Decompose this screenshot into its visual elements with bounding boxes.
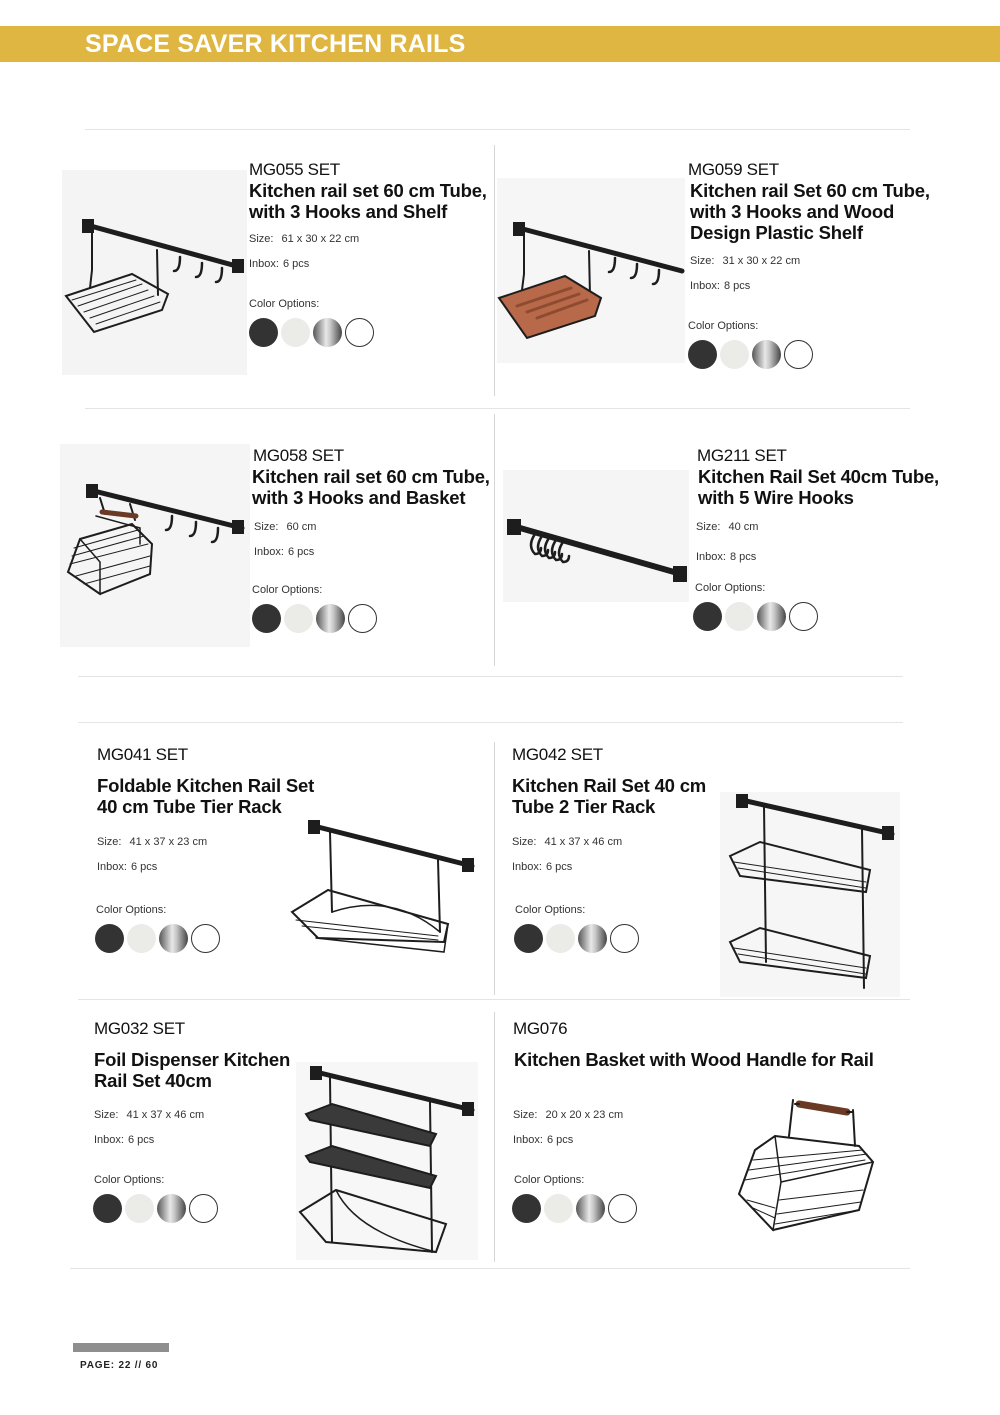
product-size: [690, 254, 948, 268]
size-label: Size:: [94, 1109, 119, 1121]
column-divider: [494, 145, 495, 396]
product-image-foil-dispenser-rack: [296, 1062, 478, 1260]
product-image-rail-with-wood-shelf: [497, 178, 685, 363]
color-options-label: Color Options:: [515, 904, 586, 916]
color-swatches: [249, 318, 494, 347]
swatch-black[interactable]: [93, 1194, 122, 1223]
product-code: MG055 SET: [249, 160, 340, 179]
size-label: Size:: [254, 521, 279, 533]
swatch-black[interactable]: [252, 604, 281, 633]
swatch-outline[interactable]: [608, 1194, 637, 1223]
inbox-value: 6 pcs: [545, 861, 573, 873]
product-name: Kitchen Rail Set 40 cm Tube 2 Tier Rack: [512, 775, 707, 817]
swatch-black[interactable]: [688, 340, 717, 369]
product-name: Kitchen Basket with Wood Handle for Rail: [514, 1049, 874, 1070]
inbox-value: 6 pcs: [287, 546, 315, 558]
divider: [78, 999, 910, 1000]
swatch-white[interactable]: [281, 318, 310, 347]
product-size: [512, 835, 732, 849]
product-image-rail-tier-rack: [288, 812, 476, 982]
footer-bar: [73, 1343, 169, 1352]
inbox-label: Inbox:: [254, 546, 284, 558]
product-size: [696, 520, 955, 534]
color-options-label: Color Options:: [688, 320, 759, 332]
size-value: 41 x 37 x 46 cm: [126, 1109, 205, 1121]
product-code: MG211 SET: [697, 446, 787, 465]
color-options-label: Color Options:: [249, 298, 320, 310]
swatch-white[interactable]: [284, 604, 313, 633]
swatch-black[interactable]: [514, 924, 543, 953]
product-name: Kitchen rail set 60 cm Tube, with 3 Hooks and Basket: [252, 466, 490, 508]
divider: [85, 408, 910, 409]
swatch-outline[interactable]: [191, 924, 220, 953]
inbox-label: Inbox:: [97, 861, 127, 873]
swatch-metallic[interactable]: [576, 1194, 605, 1223]
page-title: SPACE SAVER KITCHEN RAILS: [85, 30, 466, 58]
product-inbox: [512, 860, 732, 874]
swatch-white[interactable]: [544, 1194, 573, 1223]
product-code: MG076: [513, 1019, 568, 1038]
swatch-metallic[interactable]: [578, 924, 607, 953]
product-code: MG041 SET: [97, 745, 188, 764]
inbox-value: 8 pcs: [729, 551, 757, 563]
column-divider: [494, 1012, 495, 1262]
column-divider: [494, 742, 495, 995]
swatch-metallic[interactable]: [757, 602, 786, 631]
size-label: Size:: [513, 1109, 538, 1121]
size-label: Size:: [97, 836, 122, 848]
inbox-label: Inbox:: [94, 1134, 124, 1146]
swatch-white[interactable]: [127, 924, 156, 953]
product-name: Foldable Kitchen Rail Set 40 cm Tube Tier Rack: [97, 775, 315, 817]
product-inbox: [254, 545, 497, 559]
color-swatches: [514, 924, 732, 953]
swatch-white[interactable]: [720, 340, 749, 369]
product-inbox: [696, 550, 955, 564]
inbox-label: Inbox:: [690, 280, 720, 292]
product-image-wire-basket-wood-handle: [735, 1090, 877, 1240]
size-value: 41 x 37 x 23 cm: [129, 836, 208, 848]
product-size: [254, 520, 497, 534]
swatch-outline[interactable]: [189, 1194, 218, 1223]
swatch-outline[interactable]: [345, 318, 374, 347]
product-card-mg058: [252, 446, 497, 633]
swatch-metallic[interactable]: [316, 604, 345, 633]
product-card-mg042: [512, 745, 732, 953]
swatch-white[interactable]: [546, 924, 575, 953]
swatch-black[interactable]: [512, 1194, 541, 1223]
color-swatches: [688, 340, 948, 369]
swatch-black[interactable]: [249, 318, 278, 347]
swatch-black[interactable]: [95, 924, 124, 953]
product-card-mg055: [249, 160, 494, 347]
size-value: 61 x 30 x 22 cm: [281, 233, 360, 245]
product-code: MG042 SET: [512, 745, 603, 764]
product-inbox: [690, 279, 948, 293]
inbox-value: 6 pcs: [127, 1134, 155, 1146]
inbox-value: 6 pcs: [130, 861, 158, 873]
color-swatches: [252, 604, 497, 633]
color-swatches: [93, 1194, 309, 1223]
divider: [78, 722, 903, 723]
product-image-rail-with-wire-hooks: [503, 470, 689, 602]
product-inbox: [94, 1133, 309, 1147]
inbox-value: 6 pcs: [546, 1134, 574, 1146]
size-value: 41 x 37 x 46 cm: [544, 836, 623, 848]
product-image-rail-two-tier-rack: [720, 792, 900, 997]
swatch-outline[interactable]: [784, 340, 813, 369]
product-name: Kitchen rail set 60 cm Tube, with 3 Hooks and Shelf: [249, 180, 487, 222]
size-value: 60 cm: [286, 521, 317, 533]
size-value: 40 cm: [728, 521, 759, 533]
product-image-rail-with-shelf: [62, 170, 247, 375]
inbox-value: 6 pcs: [282, 258, 310, 270]
divider: [78, 676, 903, 677]
product-inbox: [249, 257, 494, 271]
swatch-metallic[interactable]: [159, 924, 188, 953]
size-label: Size:: [696, 521, 721, 533]
product-name: Kitchen Rail Set 40cm Tube, with 5 Wire Hooks: [698, 466, 939, 508]
color-options-label: Color Options:: [94, 1174, 165, 1186]
color-options-label: Color Options:: [252, 584, 323, 596]
inbox-value: 8 pcs: [723, 280, 751, 292]
swatch-outline[interactable]: [789, 602, 818, 631]
product-code: MG059 SET: [688, 160, 779, 179]
size-label: Size:: [512, 836, 537, 848]
inbox-label: Inbox:: [512, 861, 542, 873]
inbox-label: Inbox:: [513, 1134, 543, 1146]
inbox-label: Inbox:: [249, 258, 279, 270]
divider: [85, 129, 910, 130]
swatch-black[interactable]: [693, 602, 722, 631]
size-label: Size:: [690, 255, 715, 267]
swatch-outline[interactable]: [348, 604, 377, 633]
product-size: [249, 232, 494, 246]
color-options-label: Color Options:: [96, 904, 167, 916]
product-name: Kitchen rail Set 60 cm Tube, with 3 Hooks and Wood Design Plastic Shelf: [690, 180, 930, 243]
product-size: [94, 1108, 309, 1122]
color-swatches: [693, 602, 955, 631]
swatch-white[interactable]: [725, 602, 754, 631]
product-name: Foil Dispenser Kitchen Rail Set 40cm: [94, 1049, 291, 1091]
color-options-label: Color Options:: [514, 1174, 585, 1186]
size-value: 20 x 20 x 23 cm: [545, 1109, 624, 1121]
page-number: PAGE: 22 // 60: [80, 1360, 159, 1371]
swatch-white[interactable]: [125, 1194, 154, 1223]
size-value: 31 x 30 x 22 cm: [722, 255, 801, 267]
product-code: MG032 SET: [94, 1019, 185, 1038]
swatch-outline[interactable]: [610, 924, 639, 953]
inbox-label: Inbox:: [696, 551, 726, 563]
divider: [70, 1268, 910, 1269]
product-image-rail-with-basket: [60, 444, 250, 647]
color-options-label: Color Options:: [695, 582, 766, 594]
size-label: Size:: [249, 233, 274, 245]
product-code: MG058 SET: [253, 446, 344, 465]
product-card-mg059: [688, 160, 948, 369]
product-card-mg032: [94, 1019, 309, 1223]
product-card-mg211: [695, 446, 955, 631]
swatch-metallic[interactable]: [157, 1194, 186, 1223]
swatch-metallic[interactable]: [752, 340, 781, 369]
swatch-metallic[interactable]: [313, 318, 342, 347]
